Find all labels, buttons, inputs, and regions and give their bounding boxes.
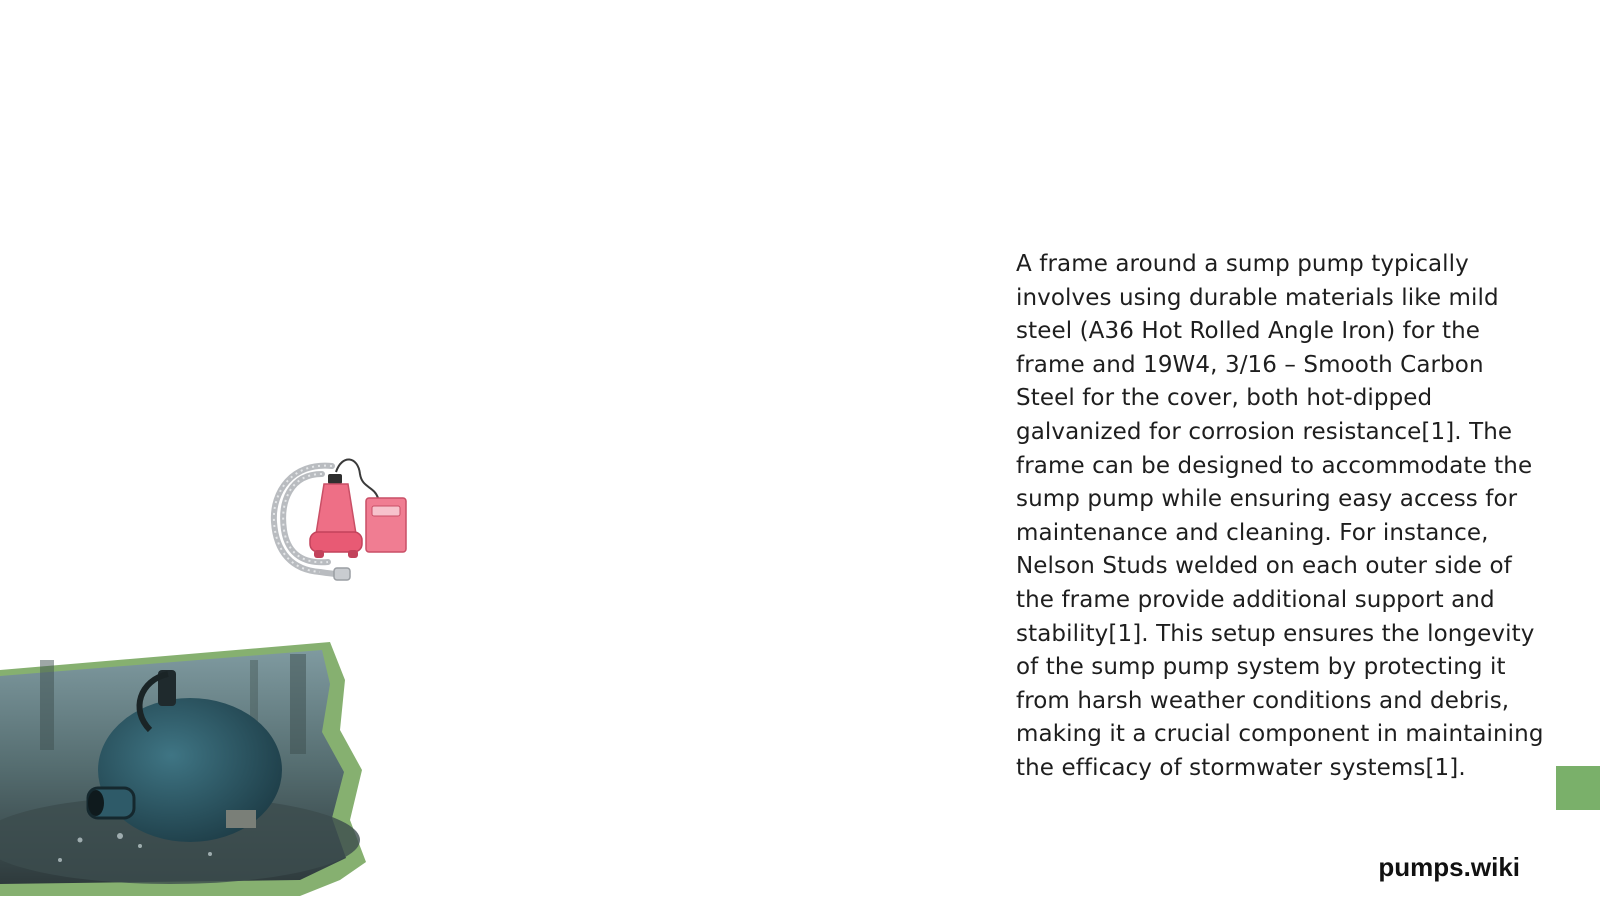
corner-accent-tab bbox=[1556, 766, 1600, 810]
pump-foot-left bbox=[314, 550, 324, 558]
article-paragraph: A frame around a sump pump typically involves using durable materials like mild steel (A36 Hot Rolled Angle Iron) for the frame and 19W4, 3/16 – Smooth Carbon Steel for the cover, both hot-dipped galvanized for corrosion resistance[1]. The frame can be designed to accommodate the sump pump while ensuring easy access for maintenance and cleaning. For instance, Nelson Studs welded on each outer side of the frame provide additional support and stability[1]. This setup ensures the longevity of the sump pump system by protecting it from harsh weather conditions and debris, making it a crucial component in maintaining the efficacy of stormwater systems[1]. bbox=[1016, 251, 1544, 781]
hose-end bbox=[334, 568, 350, 580]
submerged-pump-photo bbox=[0, 640, 370, 900]
pump-foot-right bbox=[348, 550, 358, 558]
pump-base bbox=[310, 532, 362, 552]
brand-name[interactable]: pumps.wiki bbox=[1378, 852, 1520, 882]
pump-label-plate bbox=[226, 810, 256, 828]
pump-body bbox=[316, 484, 356, 534]
controller-display bbox=[372, 506, 400, 516]
pump-cap bbox=[328, 474, 342, 484]
outlet-opening bbox=[88, 790, 104, 816]
sump-pump-illustration bbox=[262, 452, 417, 602]
